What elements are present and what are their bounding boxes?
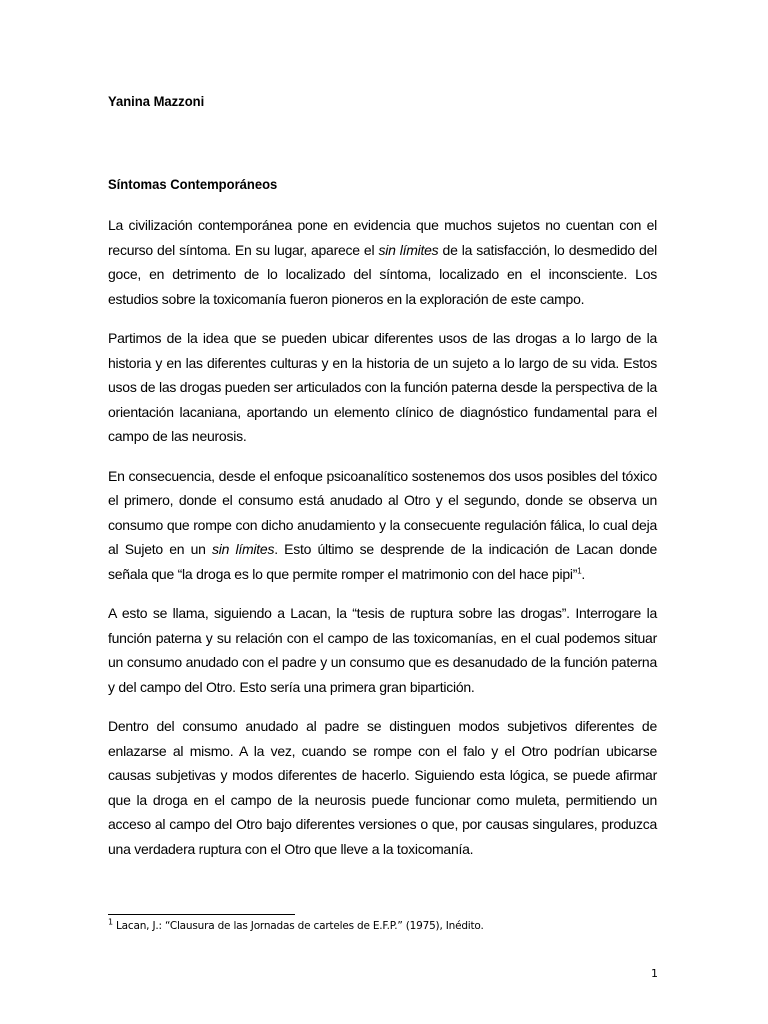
- italic-text: sin límites: [212, 541, 275, 557]
- paragraph-text: A esto se llama, siguiendo a Lacan, la “tesis de ruptura sobre las drogas”. Interrogare la función paterna y su relación con el campo de las toxicomanías, en el cual podemos situar un consumo anudado con el padre y un consumo que es desanudado de la función paterna y del campo del Otro. Esto sería una primera gran bipartición.: [108, 605, 657, 695]
- paragraph-text: . Esto último se desprende de la indicación de Lacan donde señala que “la droga es lo que permite romper el matrimonio con del hace pipi”: [108, 541, 657, 582]
- footnote: [108, 917, 484, 932]
- body-text: [108, 213, 657, 876]
- italic-text: sin límites: [378, 241, 439, 258]
- author-name: Yanina Mazzoni: [108, 93, 205, 109]
- paragraph: [108, 714, 657, 861]
- paragraph-text: de la satisfacción, lo desmedido del goce, en detrimento de lo localizado del síntoma, localizado en el inconsciente. Los estudios sobre la toxicomanía fueron pioneros en la exploración de este campo.: [108, 241, 657, 307]
- document-title: Síntomas Contemporáneos: [108, 176, 278, 192]
- paragraph: [108, 601, 657, 699]
- footnote-mark: 1: [108, 917, 113, 927]
- paragraph-text: Partimos de la idea que se pueden ubicar diferentes usos de las drogas a lo largo de la historia y en las diferentes culturas y en la historia de un sujeto a lo largo de su vida. Estos usos de las drogas pueden ser articulados con la función paterna desde la perspectiva de la orientación lacaniana, aportando un elemento clínico de diagnóstico fundamental para el campo de las neurosis.: [108, 330, 657, 444]
- paragraph: [108, 213, 657, 311]
- paragraph-text: La civilización contemporánea pone en evidencia que muchos sujetos no cuentan con el recurso del síntoma. En su lugar, aparece el: [108, 217, 657, 258]
- paragraph-text: Dentro del consumo anudado al padre se distinguen modos subjetivos diferentes de enlazarse al mismo. A la vez, cuando se rompe con el falo y el Otro podrían ubicarse causas subjetivas y modos diferentes de hacerlo. Siguiendo esta lógica, se puede afirmar que la droga en el campo de la neurosis puede funcionar como muleta, permitiendo un acceso al campo del Otro bajo diferentes versiones o que, por causas singulares, produzca una verdadera ruptura con el Otro que lleve a la toxicomanía.: [108, 718, 657, 857]
- paragraph-text: En consecuencia, desde el enfoque psicoanalítico sostenemos dos usos posibles del tóxico el primero, donde el consumo está anudado al Otro y el segundo, donde se observa un consumo que rompe con dicho anudamiento y la consecuente regulación fálica, lo cual deja al Sujeto en un: [108, 467, 657, 557]
- paragraph: [108, 464, 657, 587]
- page-number: 1: [651, 967, 658, 980]
- paragraph-text: .: [581, 565, 586, 582]
- footnote-text: Lacan, J.: “Clausura de las Jornadas de carteles de E.F.P.” (1975), Inédito.: [112, 920, 484, 932]
- paragraph: [108, 326, 657, 449]
- footnote-reference: 1: [577, 565, 582, 575]
- footnote-separator: [108, 914, 295, 915]
